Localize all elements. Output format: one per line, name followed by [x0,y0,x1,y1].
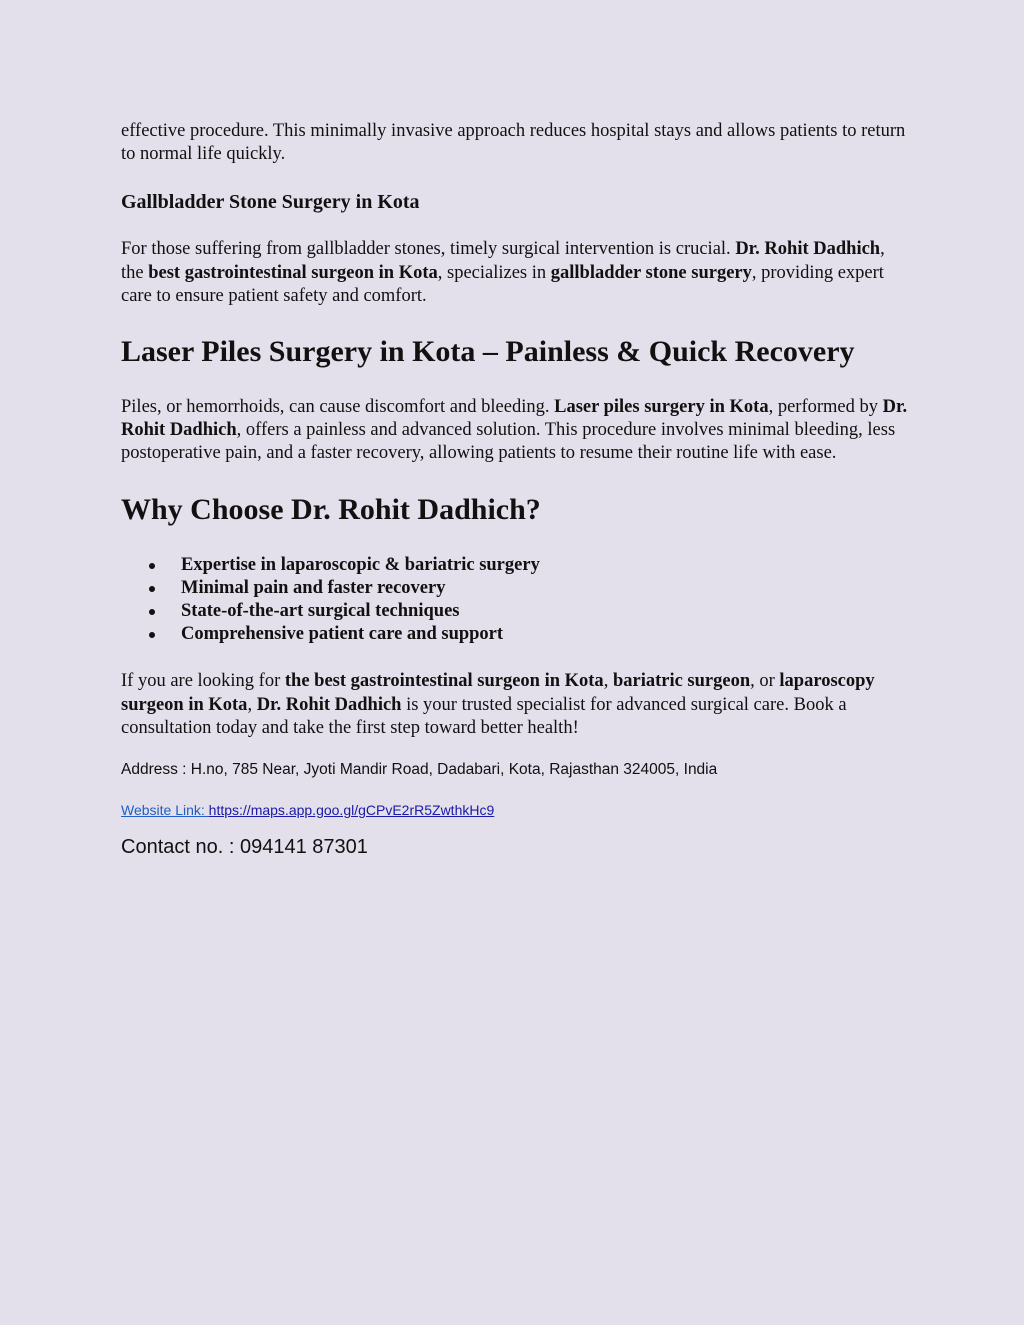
bold-run: Laser piles surgery in Kota [554,397,769,418]
text-run: Piles, or hemorrhoids, can cause discomfort and bleeding. [121,397,555,418]
text-run: , [603,671,613,692]
bullet-icon [149,586,155,592]
contact-line: Contact no. : 094141 87301 [121,836,368,859]
text-run: If you are looking for [121,671,285,692]
website-link-label: Website Link: [121,802,209,819]
bullet-icon [149,609,155,615]
document-body [121,120,911,860]
list-item [121,600,911,623]
text-run: , specializes in [437,262,551,283]
closing-paragraph [121,670,911,740]
bold-run: laparoscopy surgeon in Kota [121,671,875,715]
address-line: Address : H.no, 785 Near, Jyoti Mandir Road, Dadabari, Kota, Rajasthan 324005, India [121,761,718,779]
text-run: , [247,694,257,715]
piles-paragraph [121,396,911,466]
bullet-icon [149,632,155,638]
bold-run: gallbladder stone surgery [550,262,752,283]
text-run: , providing expert care to ensure patient safety and comfort. [121,262,884,306]
website-line [121,800,911,820]
gallbladder-heading: Gallbladder Stone Surgery in Kota [121,191,420,214]
bold-run: Dr. Rohit Dadhich [735,239,881,260]
list-item-text: State-of-the-art surgical techniques [181,601,460,622]
list-item [121,623,911,646]
text-run: , performed by [768,397,883,418]
list-item-text: Minimal pain and faster recovery [181,577,446,598]
intro-paragraph: effective procedure. This minimally invasive approach reduces hospital stays and allows patients to return to normal life quickly. [121,121,906,165]
list-item-text: Comprehensive patient care and support [181,624,504,645]
why-choose-list [121,554,911,647]
bullet-icon [149,563,155,569]
text-run: , offers a painless and advanced solution. This procedure involves minimal bleeding, less postoperative pain, and a faster recovery, allowing patients to resume their routine life with ease. [121,420,896,464]
gallbladder-paragraph [121,238,911,308]
text-run: For those suffering from gallbladder stones, timely surgical intervention is crucial. [121,239,736,260]
piles-heading: Laser Piles Surgery in Kota – Painless & Quick Recovery [121,335,855,369]
text-run: is your trusted specialist for advanced surgical care. Book a consultation today and take the first step toward better health! [121,694,847,738]
list-item [121,554,911,577]
bold-run: bariatric surgeon [612,671,751,692]
bold-run: best gastrointestinal surgeon in Kota [148,262,438,283]
bold-run: the best gastrointestinal surgeon in Kota [284,671,604,692]
text-run: , the [121,239,885,283]
text-run: , or [750,671,780,692]
bold-run: Dr. Rohit Dadhich [256,694,402,715]
bold-run: Dr. Rohit Dadhich [121,397,908,441]
website-link[interactable]: https://maps.app.goo.gl/gCPvE2rR5ZwthkHc9 [208,802,495,819]
list-item-text: Expertise in laparoscopic & bariatric surgery [181,554,540,575]
why-choose-heading: Why Choose Dr. Rohit Dadhich? [121,492,541,526]
list-item [121,577,911,600]
